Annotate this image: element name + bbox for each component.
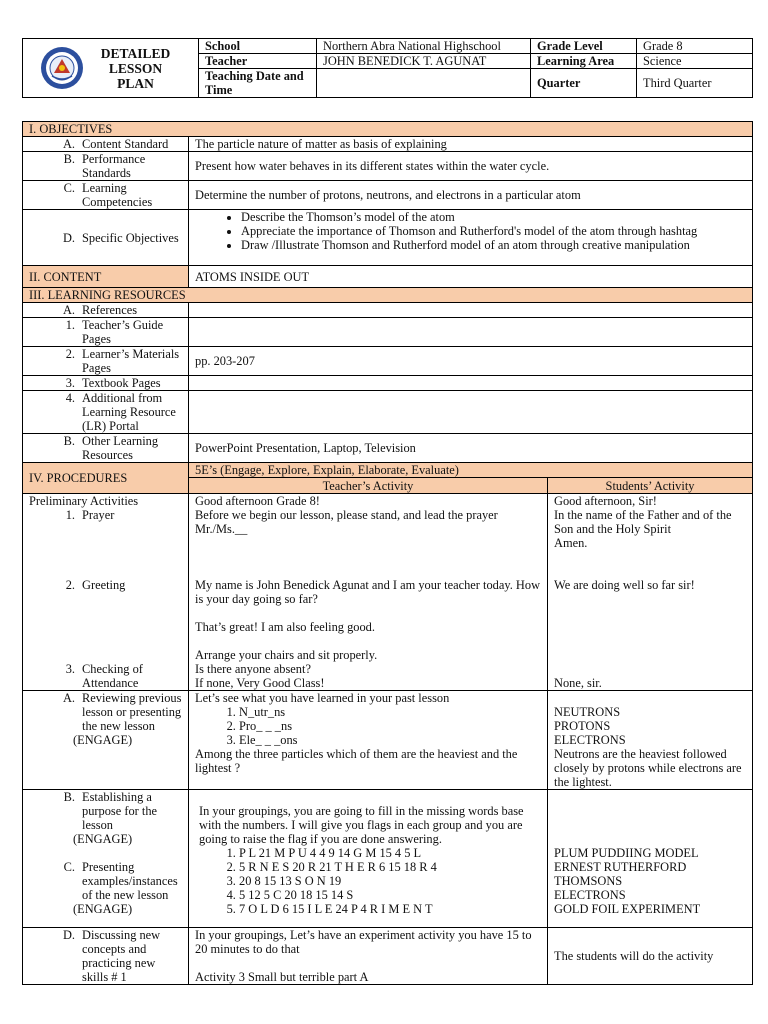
resources-heading: III. LEARNING RESOURCES	[23, 288, 753, 303]
learners-materials-value: pp. 203-207	[189, 347, 753, 376]
list-item: 4. 5 12 5 C 20 18 15 14 S	[239, 888, 541, 902]
teaching-date-value	[317, 69, 531, 98]
deped-seal-icon	[40, 46, 84, 90]
preliminary-teacher-activity: Good afternoon Grade 8! Before we begin our lesson, please stand, and lead the prayer Mr./Ms.__ My name is John Benedick Agunat and I am your teacher today. How is your day going so far? That’s great! I am also feeling good. Arrange your chairs and sit properly. Is there anyone absent? If none, Very Good Class!	[189, 494, 548, 691]
learning-competencies-label: C. Learning Competencies	[23, 181, 189, 210]
purpose-label: B. Establishing a purpose for the lesson (ENGAGE) C. Presenting examples/instances of the new lesson (ENGAGE)	[23, 790, 189, 928]
learners-materials-label: 2. Learner’s Materials Pages	[23, 347, 189, 376]
list-item: 1. P L 21 M P U 4 4 9 14 G M 15 4 5 L	[239, 846, 541, 860]
list-item: 2. Pro_ _ _ns	[239, 719, 541, 733]
quarter-value: Third Quarter	[637, 69, 753, 98]
specific-objectives-list	[189, 210, 753, 266]
specific-objectives-label: D. Specific Objectives	[23, 210, 189, 266]
references-label: A. References	[23, 303, 189, 318]
teachers-guide-label: 1. Teacher’s Guide Pages	[23, 318, 189, 347]
performance-standards-label: B. Performance Standards	[23, 152, 189, 181]
list-item: • Describe the Thomson’s model of the atom	[241, 210, 746, 224]
preliminary-activities-label: Preliminary Activities 1. Prayer 2. Greeting 3. Checking of Attendance	[23, 494, 189, 691]
content-standard-label: A. Content Standard	[23, 137, 189, 152]
lesson-plan-table	[22, 121, 753, 985]
preliminary-student-activity: Good afternoon, Sir! In the name of the Father and of the Son and the Holy Spirit Amen. We are doing well so far sir! None, sir.	[548, 494, 753, 691]
teaching-date-label: Teaching Date and Time	[199, 69, 317, 98]
reviewing-label: A. Reviewing previous lesson or presenting the new lesson (ENGAGE)	[23, 691, 189, 790]
other-resources-label: B. Other Learning Resources	[23, 434, 189, 463]
discussing-teacher-activity: In your groupings, Let’s have an experiment activity you have 15 to 20 minutes to do that Activity 3 Small but terrible part A	[189, 928, 548, 985]
reviewing-teacher-activity: Let’s see what you have learned in your past lesson 1. N_utr_ns 2. Pro_ _ _ns 3. Ele_ _ _ons Among the three particles which of them are the heaviest and the lightest ?	[189, 691, 548, 790]
header-table	[22, 38, 753, 98]
references-value	[189, 303, 753, 318]
teacher-value: JOHN BENEDICK T. AGUNAT	[317, 54, 531, 69]
list-item: 3. 20 8 15 13 S O N 19	[239, 874, 541, 888]
textbook-pages-value	[189, 376, 753, 391]
learning-area-label: Learning Area	[531, 54, 637, 69]
textbook-pages-label: 3. Textbook Pages	[23, 376, 189, 391]
performance-standards-value: Present how water behaves in its different states within the water cycle.	[189, 152, 753, 181]
procedures-model: 5E’s (Engage, Explore, Explain, Elaborate, Evaluate)	[189, 463, 753, 478]
school-value: Northern Abra National Highschool	[317, 39, 531, 54]
list-item: 5. 7 O L D 6 15 I L E 24 P 4 R I M E N T	[239, 902, 541, 916]
grade-level-value: Grade 8	[637, 39, 753, 54]
title-cell	[23, 39, 199, 98]
list-item: • Draw /Illustrate Thomson and Rutherford model of an atom through creative manipulation	[241, 238, 746, 252]
discussing-label: D. Discussing new concepts and practicing new skills # 1	[23, 928, 189, 985]
list-item: 2. 5 R N E S 20 R 21 T H E R 6 15 18 R 4	[239, 860, 541, 874]
objectives-heading: I. OBJECTIVES	[23, 122, 753, 137]
presenting-label: C. Presenting examples/instances of the new lesson	[63, 860, 178, 902]
content-heading: II. CONTENT	[23, 266, 189, 288]
teachers-guide-value	[189, 318, 753, 347]
purpose-student-activity: PLUM PUDDIING MODEL ERNEST RUTHERFORD THOMSONS ELECTRONS GOLD FOIL EXPERIMENT	[548, 790, 753, 928]
reviewing-student-activity: NEUTRONS PROTONS ELECTRONS Neutrons are the heaviest followed closely by protons while electrons are the lightest.	[548, 691, 753, 790]
teacher-label: Teacher	[199, 54, 317, 69]
lr-portal-label: 4. Additional from Learning Resource (LR) Portal	[23, 391, 189, 434]
document-title: DETAILED LESSON PLAN	[100, 45, 171, 91]
grade-level-label: Grade Level	[531, 39, 637, 54]
list-item: • Appreciate the importance of Thomson and Rutherford's model of the atom through hashtag	[241, 224, 746, 238]
learning-area-value: Science	[637, 54, 753, 69]
learning-competencies-value: Determine the number of protons, neutrons, and electrons in a particular atom	[189, 181, 753, 210]
purpose-teacher-activity: In your groupings, you are going to fill in the missing words base with the numbers. I will give you flags in each group and you are going to raise the flag if you are done answering. 1. P L 21 M P U 4 4 9 14 G M 15 4 5 L 2. 5 R N E S 20 R 21 T H E R 6 15 18 R 4 3. 20 8 15 13 S O N 19 4. 5 12 5 C 20 18 15 14 S 5. 7 O L D 6 15 I L E 24 P 4 R I M E N T	[189, 790, 548, 928]
content-standard-value: The particle nature of matter as basis of explaining	[189, 137, 753, 152]
content-value: ATOMS INSIDE OUT	[189, 266, 753, 288]
quarter-label: Quarter	[531, 69, 637, 98]
lr-portal-value	[189, 391, 753, 434]
procedures-heading: IV. PROCEDURES	[23, 463, 189, 494]
discussing-student-activity: The students will do the activity	[548, 928, 753, 985]
teacher-activity-header: Teacher’s Activity	[189, 478, 548, 494]
list-item: 3. Ele_ _ _ons	[239, 733, 541, 747]
other-resources-value: PowerPoint Presentation, Laptop, Television	[189, 434, 753, 463]
list-item: 1. N_utr_ns	[239, 705, 541, 719]
student-activity-header: Students’ Activity	[548, 478, 753, 494]
school-label: School	[199, 39, 317, 54]
